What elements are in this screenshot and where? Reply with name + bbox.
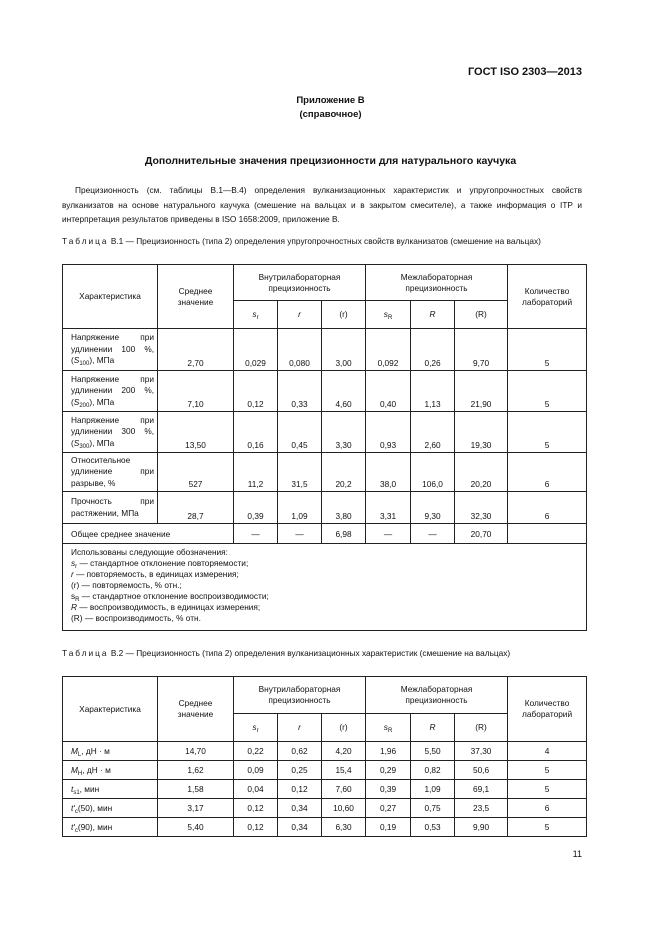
row-label: $t'_c(90)$, мин [63,818,158,837]
col-r: r [278,301,322,329]
overall-mean-row [63,524,587,544]
cell-sR: 38,0 [366,453,411,492]
col-sR: $s_R$ [366,714,411,742]
cell-sR: 0,27 [366,799,411,818]
standard-number: ГОСТ ISO 2303—2013 [467,66,582,78]
cell-r-rel: 6,30 [322,818,366,837]
row-label: $M_H$, дН · м [63,761,158,780]
note-sR: $s_R$ — стандартное отклонение воспроизводимости; [71,591,269,603]
cell-r-rel: 4,20 [322,742,366,761]
cell-labs: 5 [508,818,587,837]
cell-sr: 0,22 [234,742,278,761]
cell-r: 1,09 [278,492,322,524]
row-label: $t'_c(50)$, мин [63,799,158,818]
cell-mean: 13,50 [158,412,234,453]
cell-labs [508,524,587,544]
cell-r-rel: 3,80 [322,492,366,524]
intro-paragraph: Прецизионность (см. таблицы В.1—В.4) определения вулканизационных характеристик и упругопрочностных свойств вулканизатов на основе натурального каучука (смешение на вальцах и в закрытом смесителе), а также информация о ITP и интерпретация результатов приведены в ISO 1658:2009, приложение В. [62,185,582,224]
cell-R: 0,26 [411,329,455,371]
cell-R: 0,75 [411,799,455,818]
table1-caption-lead: Таблица [62,236,109,246]
cell-R: — [411,524,455,544]
col-R: R [411,301,455,329]
cell-R-rel: 32,30 [455,492,508,524]
cell-labs: 6 [508,799,587,818]
cell-R: 9,30 [411,492,455,524]
cell-r: 0,45 [278,412,322,453]
table2-caption-lead: Таблица [62,648,109,658]
cell-r-rel: 4,60 [322,371,366,412]
cell-sr: 0,12 [234,818,278,837]
col-r-rel: (r) [322,714,366,742]
row-label: Напряжение при удлинении 300 %, $(S_{300})$, МПа [63,412,158,453]
cell-r-rel: 7,60 [322,780,366,799]
cell-r-rel: 6,98 [322,524,366,544]
table-row [63,371,587,412]
overall-mean-label: Общее среднее значение [63,524,234,544]
cell-R-rel: 20,20 [455,453,508,492]
col-r: r [278,714,322,742]
row-label: Прочность при растяжении, МПа [63,492,158,524]
cell-R: 106,0 [411,453,455,492]
cell-r-rel: 15,4 [322,761,366,780]
note-sr: $s_r$ — стандартное отклонение повторяемости; [71,558,249,570]
table1 [62,264,587,631]
cell-labs: 5 [508,412,587,453]
table-row [63,818,587,837]
col-between-lab: Межлабораторная прецизионность [366,265,508,301]
cell-R-rel: 23,5 [455,799,508,818]
cell-R-rel: 69,1 [455,780,508,799]
table-row [63,780,587,799]
cell-r: — [278,524,322,544]
notes-row [63,544,587,631]
col-characteristic: Характеристика [63,265,158,329]
cell-R-rel: 21,90 [455,371,508,412]
cell-sr: 0,12 [234,371,278,412]
cell-sr: 0,04 [234,780,278,799]
cell-mean: 1,62 [158,761,234,780]
cell-labs: 5 [508,761,587,780]
cell-r-rel: 3,00 [322,329,366,371]
cell-sR: 0,19 [366,818,411,837]
cell-labs: 4 [508,742,587,761]
col-labs-count: Количество лабораторий [508,677,587,742]
cell-r: 0,12 [278,780,322,799]
table-row [63,329,587,371]
table2-caption-text: В.2 — Прецизионность (типа 2) определения вулканизационных характеристик (смешение на вальцах) [108,648,511,658]
col-sR: $s_R$ [366,301,411,329]
cell-mean: 28,7 [158,492,234,524]
col-within-lab: Внутрилабораторная прецизионность [234,265,366,301]
cell-R: 0,53 [411,818,455,837]
col-R-rel: (R) [455,301,508,329]
cell-r: 0,33 [278,371,322,412]
cell-sR: 0,29 [366,761,411,780]
page-number: 11 [572,849,582,859]
cell-mean: 2,70 [158,329,234,371]
note-R: R — воспроизводимость, в единицах измерения; [71,602,261,612]
cell-R-rel: 50,6 [455,761,508,780]
cell-sR: 0,40 [366,371,411,412]
cell-R-rel: 37,30 [455,742,508,761]
cell-r: 0,62 [278,742,322,761]
cell-R-rel: 9,70 [455,329,508,371]
cell-labs: 6 [508,453,587,492]
cell-sR: 0,93 [366,412,411,453]
table-row [63,492,587,524]
table1-caption [62,235,586,247]
appendix-subtitle: (справочное) [299,109,362,120]
col-labs-count: Количество лабораторий [508,265,587,329]
cell-r-rel: 20,2 [322,453,366,492]
cell-sr: 0,029 [234,329,278,371]
cell-sR: — [366,524,411,544]
cell-mean: 7,10 [158,371,234,412]
cell-sR: 1,96 [366,742,411,761]
cell-r: 0,34 [278,818,322,837]
cell-r: 31,5 [278,453,322,492]
cell-R: 0,82 [411,761,455,780]
note-r: r — повторяемость, в единицах измерения; [71,569,239,579]
col-sr: $s_r$ [234,714,278,742]
cell-r: 0,34 [278,799,322,818]
table-row [63,761,587,780]
cell-mean: 3,17 [158,799,234,818]
cell-r: 0,25 [278,761,322,780]
row-label: Напряжение при удлинении 100 %, $(S_{100})$, МПа [63,329,158,371]
row-label: $M_L$, дН · м [63,742,158,761]
col-R-rel: (R) [455,714,508,742]
cell-sR: 3,31 [366,492,411,524]
table1-notes [63,544,587,631]
cell-mean: 5,40 [158,818,234,837]
cell-sr: 0,12 [234,799,278,818]
notes-intro: Использованы следующие обозначения: [71,547,228,557]
note-R-rel: (R) — воспроизводимость, % отн. [71,613,201,623]
cell-sR: 0,39 [366,780,411,799]
appendix-title: Приложение В [296,95,365,106]
cell-R: 1,13 [411,371,455,412]
col-R: R [411,714,455,742]
cell-r-rel: 3,30 [322,412,366,453]
col-between-lab: Межлабораторная прецизионность [366,677,508,714]
cell-mean: 14,70 [158,742,234,761]
note-r-rel: (r) — повторяемость, % отн.; [71,580,182,590]
cell-R: 2,60 [411,412,455,453]
cell-labs: 5 [508,780,587,799]
row-label: Относительное удлинение при разрыве, % [63,453,158,492]
cell-R-rel: 9,90 [455,818,508,837]
cell-mean: 527 [158,453,234,492]
cell-R-rel: 19,30 [455,412,508,453]
cell-labs: 5 [508,329,587,371]
table-row [63,412,587,453]
table2-caption [62,647,586,659]
cell-R: 1,09 [411,780,455,799]
section-title: Дополнительные значения прецизионности для натурального каучука [144,155,517,167]
col-sr: $s_r$ [234,301,278,329]
col-mean: Среднее значение [158,265,234,329]
row-label: $t_{s1}$, мин [63,780,158,799]
appendix-heading [0,94,661,122]
cell-labs: 6 [508,492,587,524]
col-within-lab: Внутрилабораторная прецизионность [234,677,366,714]
cell-sr: 0,09 [234,761,278,780]
table-row [63,799,587,818]
cell-labs: 5 [508,371,587,412]
cell-mean: 1,58 [158,780,234,799]
cell-sR: 0,092 [366,329,411,371]
table1-caption-text: В.1 — Прецизионность (типа 2) определения упругопрочностных свойств вулканизатов (смешение на вальцах) [108,236,541,246]
cell-sr: — [234,524,278,544]
col-characteristic: Характеристика [63,677,158,742]
cell-r-rel: 10,60 [322,799,366,818]
col-r-rel: (r) [322,301,366,329]
row-label: Напряжение при удлинении 200 %, $(S_{200})$, МПа [63,371,158,412]
cell-sr: 0,39 [234,492,278,524]
cell-r: 0,080 [278,329,322,371]
table2 [62,676,587,837]
cell-R-rel: 20,70 [455,524,508,544]
cell-sr: 11,2 [234,453,278,492]
table-row [63,453,587,492]
col-mean: Среднее значение [158,677,234,742]
cell-sr: 0,16 [234,412,278,453]
cell-R: 5,50 [411,742,455,761]
table-row [63,742,587,761]
